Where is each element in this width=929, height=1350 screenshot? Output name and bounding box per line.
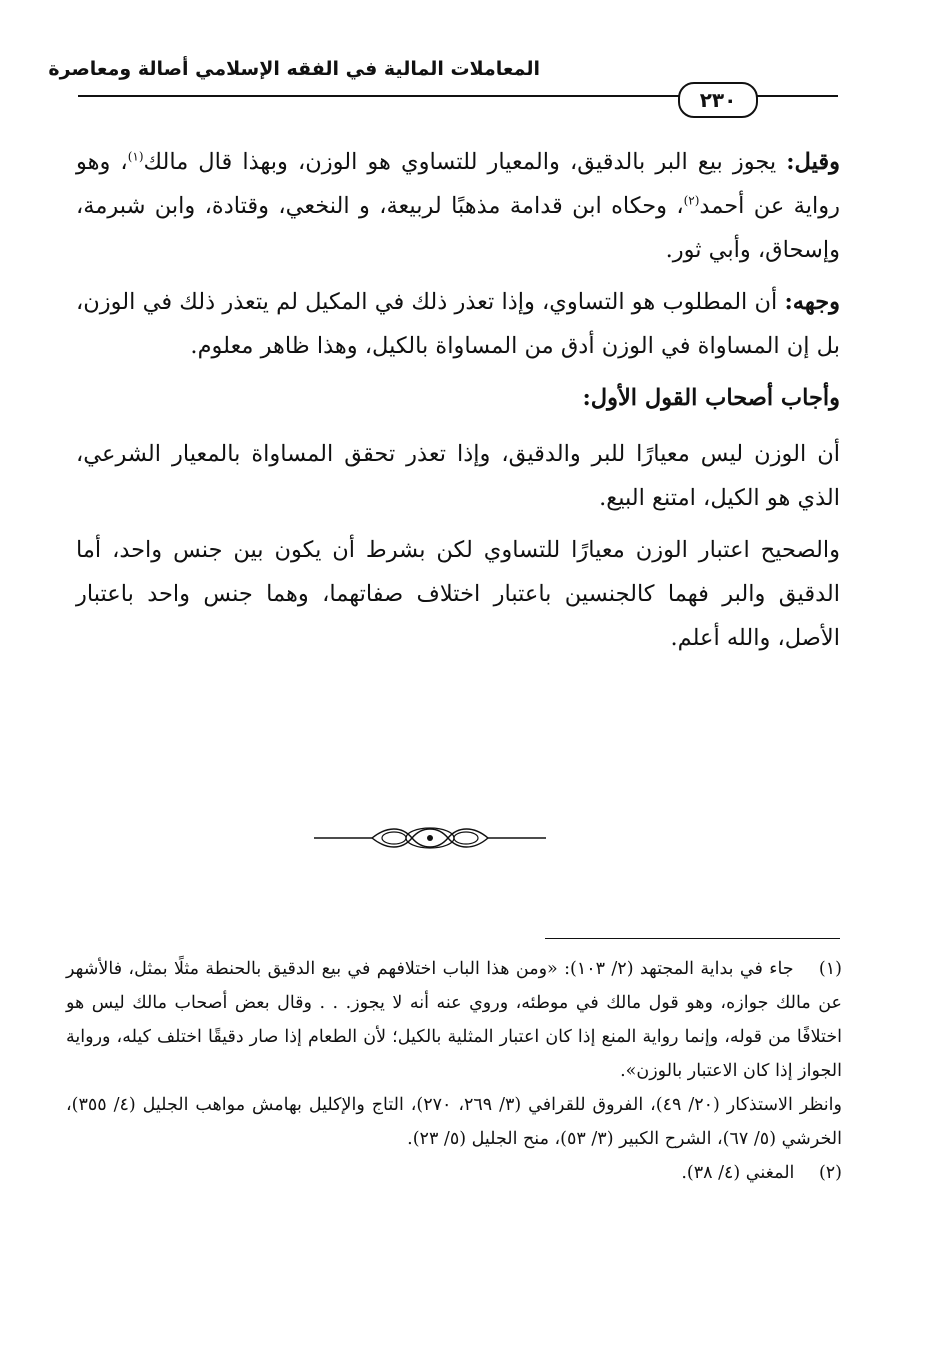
footnote-text: جاء في بداية المجتهد (٢/ ١٠٣): «ومن هذا الباب اختلافهم في بيع الدقيق بالحنطة مثلًا بمثل، فالأشهر عن مالك جوازه، وهو قول مالك في موطئه، وروي عنه أنه لا يجوز. . . وقال بعض أصحاب مالك ليس هو اختلافًا من قوله، وإنما رواية المنع إذا كان اعتبار المثلية بالكيل؛ لأن الطعام إذا صار دقيقًا اختلف كيله، ورواية الجواز إذا كان الاعتبار بالوزن».	[66, 959, 842, 1081]
footnote-number: (١)	[818, 959, 842, 979]
paragraph-text: ، وهو رواية عن أحمد	[76, 149, 840, 219]
footnote-1	[66, 952, 842, 1088]
paragraph-text: ، وحكاه ابن قدامة مذهبًا لربيعة، و النخعي، وقتادة، وابن شبرمة، وإسحاق، وأبي ثور.	[76, 193, 840, 263]
paragraph-2	[76, 280, 840, 368]
page-number: ٢٣٠	[699, 88, 737, 112]
running-header-title: المعاملات المالية في الفقه الإسلامي أصالة ومعاصرة	[48, 58, 540, 80]
paragraph-1	[76, 140, 840, 272]
paragraph-text: أن المطلوب هو التساوي، وإذا تعذر ذلك في المكيل لم يتعذر ذلك في الوزن، بل إن المساواة في الوزن أدق من المساواة بالكيل، وهذا ظاهر معلوم.	[76, 289, 840, 359]
footnotes	[66, 952, 842, 1190]
ornament-divider	[312, 818, 548, 858]
paragraph-3: أن الوزن ليس معيارًا للبر والدقيق، وإذا تعذر تحقق المساواة بالمعيار الشرعي، الذي هو الكيل، امتنع البيع.	[76, 441, 840, 511]
page-number-badge	[678, 82, 758, 118]
paragraph-lead: وقيل:	[786, 149, 840, 175]
paragraph-lead: وجهه:	[784, 289, 840, 315]
footnote-2	[66, 1156, 842, 1190]
footnote-ref-2[interactable]: (٢)	[683, 193, 700, 208]
footnote-1-continued: وانظر الاستذكار (٢٠/ ٤٩)، الفروق للقرافي (٣/ ٢٦٩، ٢٧٠)، التاج والإكليل بهامش مواهب الجليل (٤/ ٣٥٥)، الخرشي (٥/ ٦٧)، الشرح الكبير (٣/ ٥٣)، منح الجليل (٥/ ٢٣).	[66, 1095, 842, 1149]
paragraph-4: والصحيح اعتبار الوزن معيارًا للتساوي لكن بشرط أن يكون بين جنس واحد، أما الدقيق والبر فهما كالجنسين باعتبار اختلاف صفاتهما، وهما جنس واحد باعتبار الأصل، والله أعلم.	[76, 537, 840, 651]
section-heading: وأجاب أصحاب القول الأول:	[582, 385, 840, 411]
footnote-separator	[545, 938, 840, 939]
footnote-text: المغني (٤/ ٣٨).	[681, 1163, 795, 1183]
paragraph-text: يجوز بيع البر بالدقيق، والمعيار للتساوي هو الوزن، وبهذا قال مالك	[143, 149, 787, 175]
footnote-number: (٢)	[818, 1163, 842, 1183]
footnote-ref-1[interactable]: (١)	[127, 149, 144, 164]
main-text	[76, 140, 840, 668]
